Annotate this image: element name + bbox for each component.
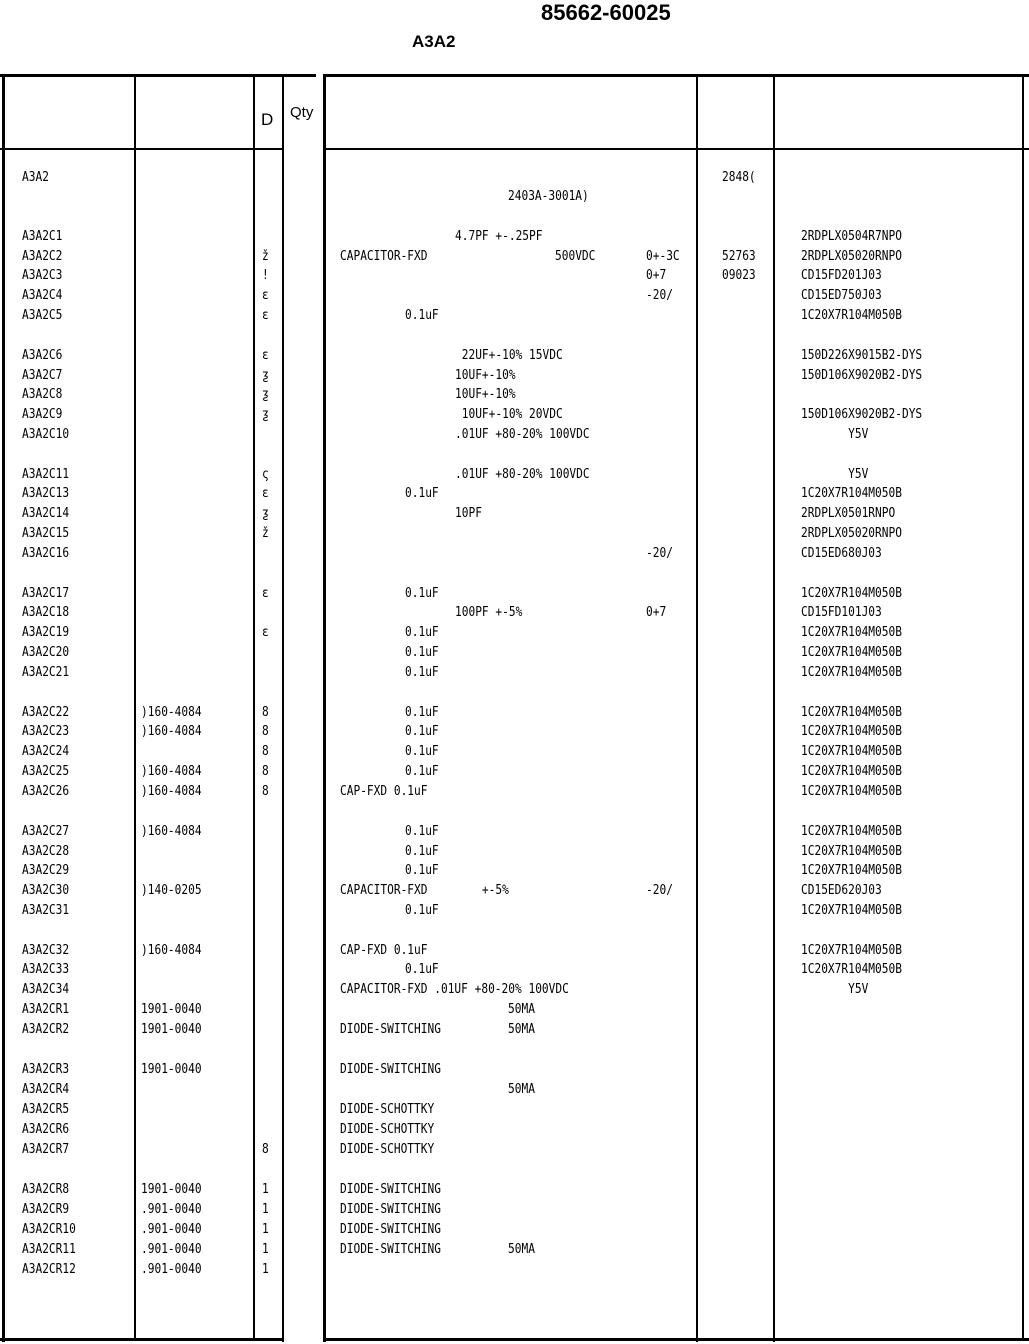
manufacturer-part-number: 2RDPLX0501RNPO — [801, 506, 896, 521]
check-digit: ε — [262, 625, 269, 640]
reference-designator: A3A2C4 — [22, 288, 63, 303]
check-digit: ž — [262, 249, 269, 264]
reference-designator: A3A2C1 — [22, 229, 63, 244]
reference-designator: A3A2CR2 — [22, 1022, 70, 1037]
table-row — [0, 1120, 1029, 1140]
description-text: .01UF +80-20% 100VDC — [455, 427, 590, 442]
description-text: CAPACITOR-FXD — [340, 249, 428, 264]
header-bottom-rule-right — [326, 148, 1029, 150]
table-row — [0, 1180, 1029, 1200]
part-number: .901-0040 — [141, 1202, 202, 1217]
description-text: DIODE-SWITCHING — [340, 1222, 441, 1237]
description-text: -20/ — [646, 546, 673, 561]
manufacturer-part-number: Y5V — [801, 982, 869, 997]
part-number: )160-4084 — [141, 724, 202, 739]
table-row — [0, 842, 1029, 862]
description-text: .01UF +80-20% 100VDC — [455, 467, 590, 482]
part-number: .901-0040 — [141, 1262, 202, 1277]
table-top-rule-right — [326, 74, 1029, 77]
description-text: 0.1uF — [405, 308, 439, 323]
check-digit: 8 — [262, 724, 269, 739]
description-text: 50MA — [508, 1022, 535, 1037]
check-digit: ƺ — [262, 387, 269, 402]
table-row — [0, 941, 1029, 961]
description-text: DIODE-SCHOTTKY — [340, 1102, 435, 1117]
table-row — [0, 266, 1029, 286]
reference-designator: A3A2C6 — [22, 348, 63, 363]
reference-designator: A3A2CR4 — [22, 1082, 70, 1097]
table-row — [0, 366, 1029, 386]
manufacturer-code: 2848( — [722, 170, 756, 185]
part-number: )160-4084 — [141, 824, 202, 839]
description-text: 0.1uF — [405, 724, 439, 739]
manufacturer-part-number: Y5V — [801, 427, 869, 442]
part-number: )160-4084 — [141, 705, 202, 720]
reference-designator: A3A2C21 — [22, 665, 70, 680]
table-row — [0, 960, 1029, 980]
part-number: 1901-0040 — [141, 1182, 202, 1197]
table-row — [0, 1200, 1029, 1220]
check-digit: 1 — [262, 1202, 269, 1217]
check-digit: 1 — [262, 1222, 269, 1237]
description-text: -20/ — [646, 883, 673, 898]
description-text: 10UF+-10% — [455, 387, 516, 402]
description-text: DIODE-SCHOTTKY — [340, 1142, 435, 1157]
reference-designator: A3A2CR8 — [22, 1182, 70, 1197]
table-row — [0, 465, 1029, 485]
reference-designator: A3A2C24 — [22, 744, 70, 759]
reference-designator: A3A2CR3 — [22, 1062, 70, 1077]
table-row — [0, 1240, 1029, 1260]
reference-designator: A3A2C14 — [22, 506, 70, 521]
description-text: 0+7 — [646, 605, 667, 620]
table-row — [0, 1140, 1029, 1160]
reference-designator: A3A2C31 — [22, 903, 70, 918]
reference-designator: A3A2C25 — [22, 764, 70, 779]
reference-designator: A3A2C22 — [22, 705, 70, 720]
table-row — [0, 901, 1029, 921]
reference-designator: A3A2C5 — [22, 308, 63, 323]
description-text: 100PF +-5% — [455, 605, 523, 620]
manufacturer-part-number: 1C20X7R104M050B — [801, 724, 902, 739]
table-row — [0, 762, 1029, 782]
table-row — [0, 286, 1029, 306]
table-row — [0, 1260, 1029, 1280]
table-row — [0, 346, 1029, 366]
check-digit: ε — [262, 486, 269, 501]
manufacturer-part-number: 1C20X7R104M050B — [801, 962, 902, 977]
check-digit: 1 — [262, 1262, 269, 1277]
manufacturer-part-number: CD15ED620J03 — [801, 883, 882, 898]
manufacturer-part-number: 1C20X7R104M050B — [801, 586, 902, 601]
check-digit: ε — [262, 288, 269, 303]
part-number: 1901-0040 — [141, 1002, 202, 1017]
table-row — [0, 584, 1029, 604]
description-text: 0.1uF — [405, 625, 439, 640]
part-number: .901-0040 — [141, 1222, 202, 1237]
manufacturer-part-number: CD15ED680J03 — [801, 546, 882, 561]
table-row — [0, 1220, 1029, 1240]
description-text: DIODE-SWITCHING — [340, 1022, 441, 1037]
description-text: DIODE-SWITCHING — [340, 1182, 441, 1197]
check-digit: ! — [262, 268, 269, 283]
reference-designator: A3A2C30 — [22, 883, 70, 898]
description-text: 10PF — [455, 506, 482, 521]
check-digit: ε — [262, 348, 269, 363]
reference-designator: A3A2C29 — [22, 863, 70, 878]
manufacturer-part-number: 1C20X7R104M050B — [801, 844, 902, 859]
reference-designator: A3A2C19 — [22, 625, 70, 640]
description-text: 22UF+-10% 15VDC — [455, 348, 563, 363]
reference-designator: A3A2C7 — [22, 368, 63, 383]
manufacturer-part-number: 150D106X9020B2-DYS — [801, 368, 923, 383]
reference-designator: A3A2C27 — [22, 824, 70, 839]
check-digit: ε — [262, 308, 269, 323]
reference-designator: A3A2C18 — [22, 605, 70, 620]
table-row — [0, 306, 1029, 326]
description-text: 50MA — [508, 1242, 535, 1257]
table-row — [0, 524, 1029, 544]
reference-designator: A3A2C9 — [22, 407, 63, 422]
reference-designator: A3A2CR10 — [22, 1222, 76, 1237]
reference-designator: A3A2C2 — [22, 249, 63, 264]
description-text: 0.1uF — [405, 645, 439, 660]
table-row — [0, 643, 1029, 663]
reference-designator: A3A2C26 — [22, 784, 70, 799]
manufacturer-part-number: CD15FD101J03 — [801, 605, 882, 620]
table-row — [0, 742, 1029, 762]
reference-designator: A3A2C28 — [22, 844, 70, 859]
table-row — [0, 484, 1029, 504]
check-digit: 8 — [262, 784, 269, 799]
description-text: CAP-FXD 0.1uF — [340, 943, 428, 958]
manufacturer-part-number: 2RDPLX05020RNPO — [801, 249, 902, 264]
manufacturer-part-number: 1C20X7R104M050B — [801, 308, 902, 323]
manufacturer-part-number: 150D106X9020B2-DYS — [801, 407, 923, 422]
description-text: 0.1uF — [405, 764, 439, 779]
table-row — [0, 881, 1029, 901]
table-row — [0, 1080, 1029, 1100]
table-bottom-rule-left — [0, 1338, 282, 1341]
reference-designator: A3A2C11 — [22, 467, 70, 482]
reference-designator: A3A2C17 — [22, 586, 70, 601]
reference-designator: A3A2C16 — [22, 546, 70, 561]
part-number: 1901-0040 — [141, 1062, 202, 1077]
manufacturer-part-number: 1C20X7R104M050B — [801, 784, 902, 799]
manufacturer-part-number: 1C20X7R104M050B — [801, 705, 902, 720]
description-text: 10UF+-10% 20VDC — [455, 407, 563, 422]
table-top-rule-left — [0, 74, 316, 77]
description-text: 0.1uF — [405, 586, 439, 601]
reference-designator: A3A2C34 — [22, 982, 70, 997]
manufacturer-code: 52763 — [722, 249, 756, 264]
check-digit: 8 — [262, 744, 269, 759]
description-text: 50MA — [508, 1002, 535, 1017]
reference-designator: A3A2C3 — [22, 268, 63, 283]
check-digit: 1 — [262, 1182, 269, 1197]
manufacturer-part-number: 1C20X7R104M050B — [801, 863, 902, 878]
reference-designator: A3A2CR1 — [22, 1002, 70, 1017]
table-row — [0, 385, 1029, 405]
reference-designator: A3A2C10 — [22, 427, 70, 442]
manufacturer-part-number: 1C20X7R104M050B — [801, 665, 902, 680]
manufacturer-code: 09023 — [722, 268, 756, 283]
description-text: 2403A-3001A) — [508, 189, 589, 204]
description-text: 0+-3C — [646, 249, 680, 264]
description-text: 500VDC — [555, 249, 596, 264]
reference-designator: A3A2CR12 — [22, 1262, 76, 1277]
description-text: CAPACITOR-FXD — [340, 883, 428, 898]
table-row — [0, 861, 1029, 881]
manufacturer-part-number: 1C20X7R104M050B — [801, 625, 902, 640]
check-digit: 8 — [262, 764, 269, 779]
column-header-cd: D — [261, 110, 274, 129]
description-text: 0.1uF — [405, 863, 439, 878]
description-text: 0.1uF — [405, 486, 439, 501]
description-text: CAPACITOR-FXD .01UF +80-20% 100VDC — [340, 982, 569, 997]
table-row — [0, 544, 1029, 564]
reference-designator: A3A2C33 — [22, 962, 70, 977]
header-bottom-rule-left — [0, 148, 282, 150]
table-row — [0, 663, 1029, 683]
manufacturer-part-number: 1C20X7R104M050B — [801, 486, 902, 501]
check-digit: ƺ — [262, 506, 269, 521]
manufacturer-part-number: 1C20X7R104M050B — [801, 824, 902, 839]
reference-designator: A3A2C15 — [22, 526, 70, 541]
table-row — [0, 703, 1029, 723]
table-row — [0, 782, 1029, 802]
part-number: .901-0040 — [141, 1242, 202, 1257]
part-number: )160-4084 — [141, 784, 202, 799]
manufacturer-part-number: 1C20X7R104M050B — [801, 645, 902, 660]
table-row — [0, 504, 1029, 524]
reference-designator: A3A2CR11 — [22, 1242, 76, 1257]
reference-designator: A3A2CR9 — [22, 1202, 70, 1217]
table-row — [0, 425, 1029, 445]
table-bottom-rule-right — [326, 1338, 1029, 1341]
manufacturer-part-number: 1C20X7R104M050B — [801, 764, 902, 779]
reference-designator: A3A2CR5 — [22, 1102, 70, 1117]
manufacturer-part-number: 1C20X7R104M050B — [801, 744, 902, 759]
description-text: DIODE-SWITCHING — [340, 1202, 441, 1217]
description-text: 0.1uF — [405, 844, 439, 859]
table-row — [0, 603, 1029, 623]
table-row — [0, 623, 1029, 643]
column-header-qty: Qty — [290, 104, 314, 121]
check-digit: ƺ — [262, 368, 269, 383]
manufacturer-part-number: Y5V — [801, 467, 869, 482]
check-digit: 8 — [262, 1142, 269, 1157]
table-row — [0, 1020, 1029, 1040]
table-row — [0, 1100, 1029, 1120]
description-text: DIODE-SWITCHING — [340, 1242, 441, 1257]
reference-designator: A3A2C32 — [22, 943, 70, 958]
document-number: 85662-60025 — [541, 0, 671, 25]
description-text: 50MA — [508, 1082, 535, 1097]
description-text: 0.1uF — [405, 903, 439, 918]
table-row — [0, 1060, 1029, 1080]
table-row — [0, 822, 1029, 842]
reference-designator: A3A2C20 — [22, 645, 70, 660]
manufacturer-part-number: 2RDPLX0504R7NPO — [801, 229, 902, 244]
manufacturer-part-number: 1C20X7R104M050B — [801, 903, 902, 918]
part-number: )160-4084 — [141, 943, 202, 958]
check-digit: ž — [262, 526, 269, 541]
table-row — [0, 1000, 1029, 1020]
check-digit: ς — [262, 467, 269, 482]
table-row — [0, 405, 1029, 425]
check-digit: ƺ — [262, 407, 269, 422]
reference-designator: A3A2 — [22, 170, 49, 185]
manufacturer-part-number: 1C20X7R104M050B — [801, 943, 902, 958]
reference-designator: A3A2C8 — [22, 387, 63, 402]
description-text: CAP-FXD 0.1uF — [340, 784, 428, 799]
description-text: 4.7PF +-.25PF — [455, 229, 543, 244]
description-text: DIODE-SCHOTTKY — [340, 1122, 435, 1137]
manufacturer-part-number: 2RDPLX05020RNPO — [801, 526, 902, 541]
description-text: 0.1uF — [405, 744, 439, 759]
part-number: 1901-0040 — [141, 1022, 202, 1037]
description-text: 0.1uF — [405, 824, 439, 839]
reference-designator: A3A2C23 — [22, 724, 70, 739]
description-text: -20/ — [646, 288, 673, 303]
table-row — [0, 227, 1029, 247]
check-digit: 1 — [262, 1242, 269, 1257]
manufacturer-part-number: 150D226X9015B2-DYS — [801, 348, 923, 363]
table-row — [0, 168, 1029, 188]
table-row — [0, 247, 1029, 267]
manufacturer-part-number: CD15FD201J03 — [801, 268, 882, 283]
part-number: )160-4084 — [141, 764, 202, 779]
reference-designator: A3A2C13 — [22, 486, 70, 501]
table-row — [0, 187, 1029, 207]
description-text: 0.1uF — [405, 705, 439, 720]
reference-designator: A3A2CR7 — [22, 1142, 70, 1157]
description-text: 10UF+-10% — [455, 368, 516, 383]
part-number: )140-0205 — [141, 883, 202, 898]
description-text: +-5% — [455, 883, 509, 898]
check-digit: ε — [262, 586, 269, 601]
assembly-designator: A3A2 — [412, 32, 456, 51]
manufacturer-part-number: CD15ED750J03 — [801, 288, 882, 303]
description-text: 0.1uF — [405, 962, 439, 977]
table-row — [0, 722, 1029, 742]
table-row — [0, 980, 1029, 1000]
description-text: 0.1uF — [405, 665, 439, 680]
description-text: DIODE-SWITCHING — [340, 1062, 441, 1077]
description-text: 0+7 — [646, 268, 667, 283]
check-digit: 8 — [262, 705, 269, 720]
reference-designator: A3A2CR6 — [22, 1122, 70, 1137]
